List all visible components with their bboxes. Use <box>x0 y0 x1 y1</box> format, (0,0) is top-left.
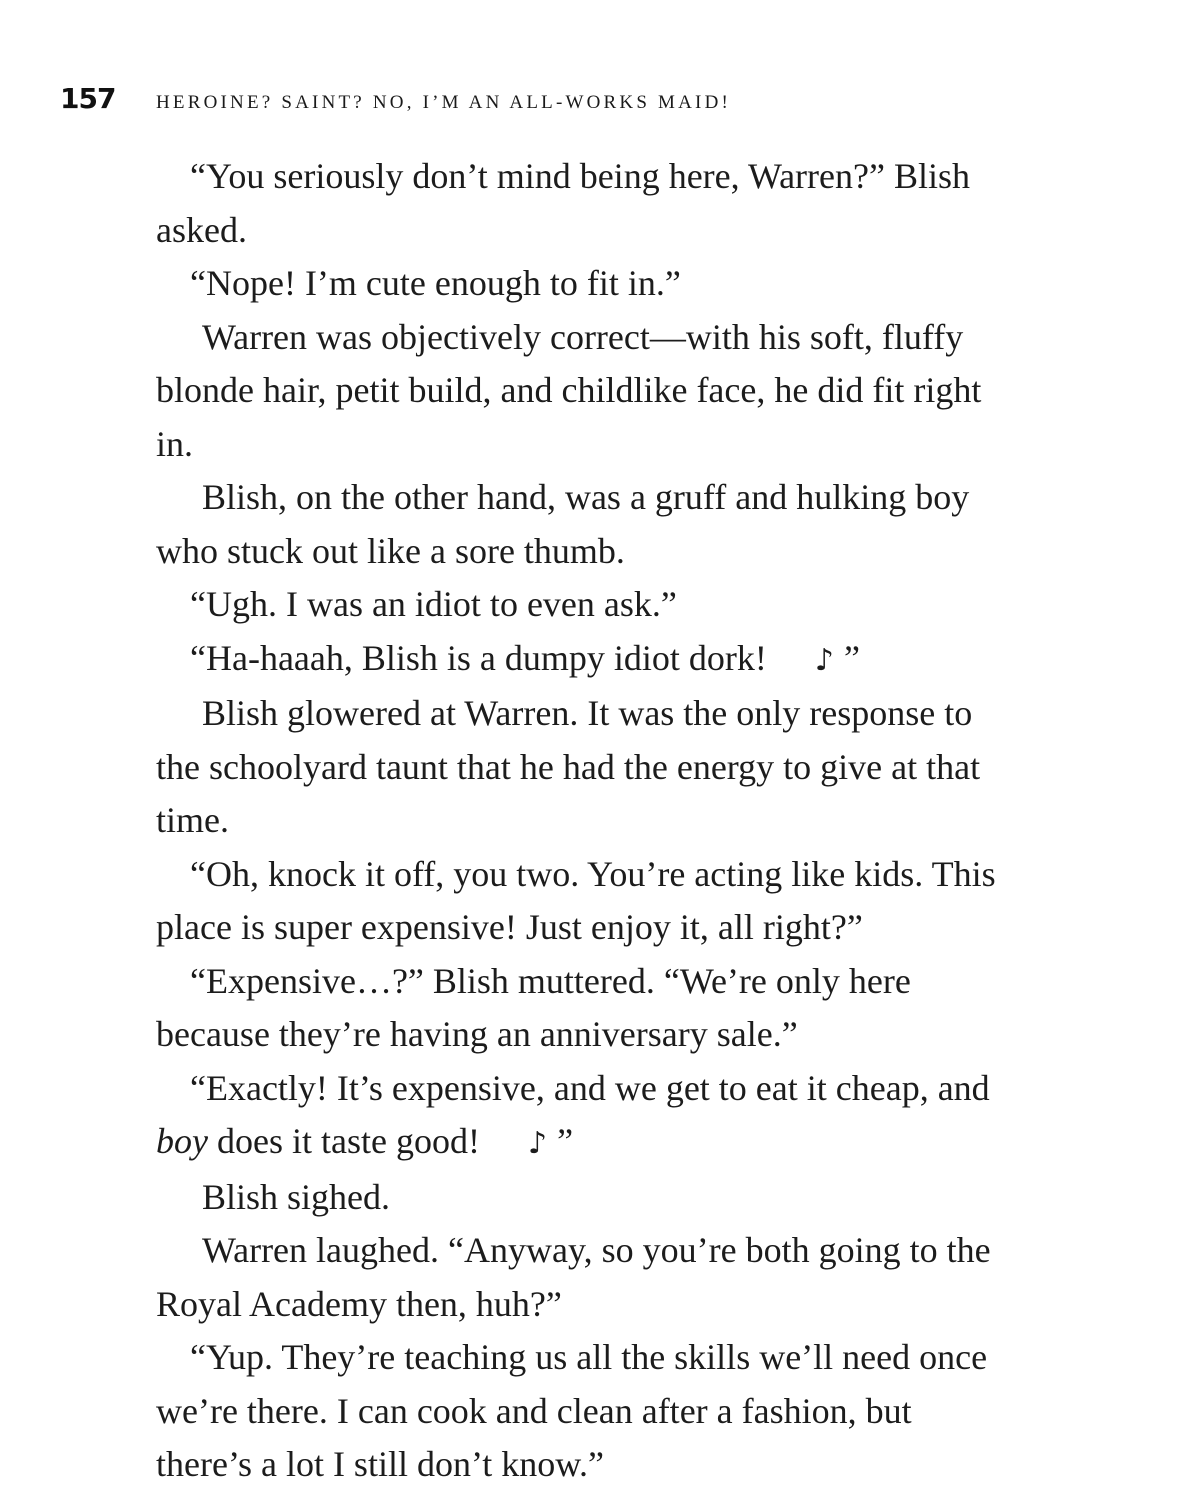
paragraph: Warren was objectively correct—with his soft, fluffy blonde hair, petit build, and childlike face, he did fit right in. <box>156 316 982 464</box>
closing-quote: ” <box>844 637 861 678</box>
paragraph: Warren laughed. “Anyway, so you’re both going to the Royal Academy then, huh?” <box>156 1230 991 1324</box>
dialogue-text: does it taste good! <box>216 1121 480 1161</box>
closing-quote: ” <box>557 1121 574 1161</box>
music-note-icon: ♪ <box>814 642 835 678</box>
body-text <box>156 150 998 1492</box>
paragraph: “Oh, knock it off, you two. You’re acting like kids. This place is super expensive! Just enjoy it, all right?” <box>156 853 996 947</box>
paragraph: “Nope! I’m cute enough to fit in.” <box>190 263 681 303</box>
italic-word: boy <box>156 1121 208 1161</box>
paragraph <box>156 632 998 688</box>
paragraph: “Ugh. I was an idiot to even ask.” <box>190 584 677 624</box>
paragraph: Blish sighed. <box>202 1176 391 1217</box>
paragraph <box>156 1062 998 1171</box>
page-header <box>60 82 1060 122</box>
dialogue-text: “Ha-haaah, Blish is a dumpy idiot dork! <box>190 637 767 678</box>
page-number: 157 <box>60 82 116 115</box>
paragraph: Blish, on the other hand, was a gruff and hulking boy who stuck out like a sore thumb. <box>156 477 970 571</box>
paragraph: Blish glowered at Warren. It was the only response to the schoolyard taunt that he had the energy to give at that time. <box>156 693 981 840</box>
paragraph: “Expensive…?” Blish muttered. “We’re only here because they’re having an anniversary sale.” <box>156 960 911 1054</box>
paragraph: “Yup. They’re teaching us all the skills we’ll need once we’re there. I can cook and clean after a fashion, but there’s a lot I still don’t know.” <box>156 1337 988 1484</box>
paragraph: “You seriously don’t mind being here, Warren?” Blish asked. <box>156 156 970 250</box>
running-title: HEROINE? SAINT? NO, I’M AN ALL-WORKS MAID! <box>156 92 732 113</box>
dialogue-text: “Exactly! It’s expensive, and we get to eat it cheap, and <box>190 1067 990 1108</box>
music-note-icon: ♪ <box>527 1126 548 1161</box>
